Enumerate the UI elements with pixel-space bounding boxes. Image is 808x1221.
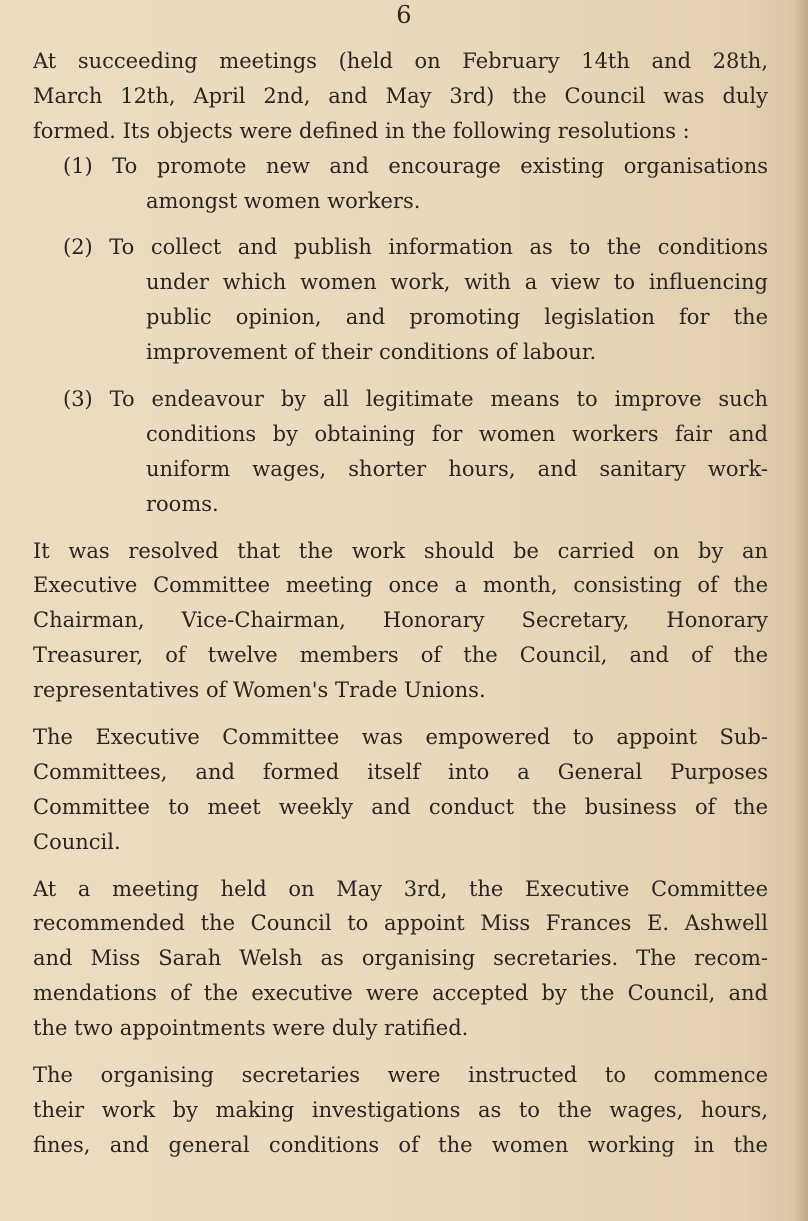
resolution-line: conditions by obtaining for women workers fair and [146, 421, 768, 446]
text-line: Executive Committee meeting once a month, consisting of the [33, 573, 768, 598]
text-line: and Miss Sarah Welsh as organising secretaries. The recom- [33, 946, 768, 971]
resolution-line: (2) To collect and publish information as to the conditions [63, 235, 768, 260]
text-line: Council. [33, 829, 121, 854]
text-line: Committees, and formed itself into a General Purposes [33, 759, 768, 784]
text-line: At a meeting held on May 3rd, the Executive Committee [33, 876, 768, 901]
text-line: At succeeding meetings (held on February 14th and 28th, [33, 49, 768, 73]
resolution-line: amongst women workers. [146, 188, 421, 213]
resolution-line: (3) To endeavour by all legitimate means to improve such [63, 387, 768, 412]
text-line: It was resolved that the work should be carried on by an [33, 538, 768, 563]
text-line: recommended the Council to appoint Miss Frances E. Ashwell [33, 911, 768, 936]
text-line: Treasurer, of twelve members of the Council, and of the [33, 643, 768, 668]
page-number: 6 [396, 1, 412, 29]
resolution-line: improvement of their conditions of labour. [146, 340, 597, 365]
text-line: formed. Its objects were defined in the following resolutions : [33, 118, 690, 143]
text-line: The organising secretaries were instructed to commence [33, 1063, 768, 1088]
text-line: Committee to meet weekly and conduct the business of the [33, 794, 768, 819]
text-line: mendations of the executive were accepted by the Council, and [33, 981, 768, 1006]
resolution-line: (1) To promote new and encourage existing organisations [63, 153, 768, 178]
text-line: March 12th, April 2nd, and May 3rd) the Council was duly [33, 83, 768, 108]
page-edge-shadow [794, 0, 808, 1221]
resolution-line: under which women work, with a view to influencing [146, 270, 768, 295]
text-line: Chairman, Vice-Chairman, Honorary Secretary, Honorary [33, 608, 768, 633]
resolution-line: public opinion, and promoting legislation for the [146, 305, 768, 330]
text-line: The Executive Committee was empowered to appoint Sub- [33, 725, 768, 750]
body-text [33, 44, 768, 1163]
text-line: their work by making investigations as to the wages, hours, [33, 1097, 768, 1122]
resolution-line: uniform wages, shorter hours, and sanitary work- [146, 456, 768, 481]
text-line: fines, and general conditions of the women working in the [33, 1132, 768, 1157]
text-line: representatives of Women's Trade Unions. [33, 678, 486, 703]
resolution-line: rooms. [146, 491, 219, 516]
text-line: the two appointments were duly ratified. [33, 1016, 469, 1041]
